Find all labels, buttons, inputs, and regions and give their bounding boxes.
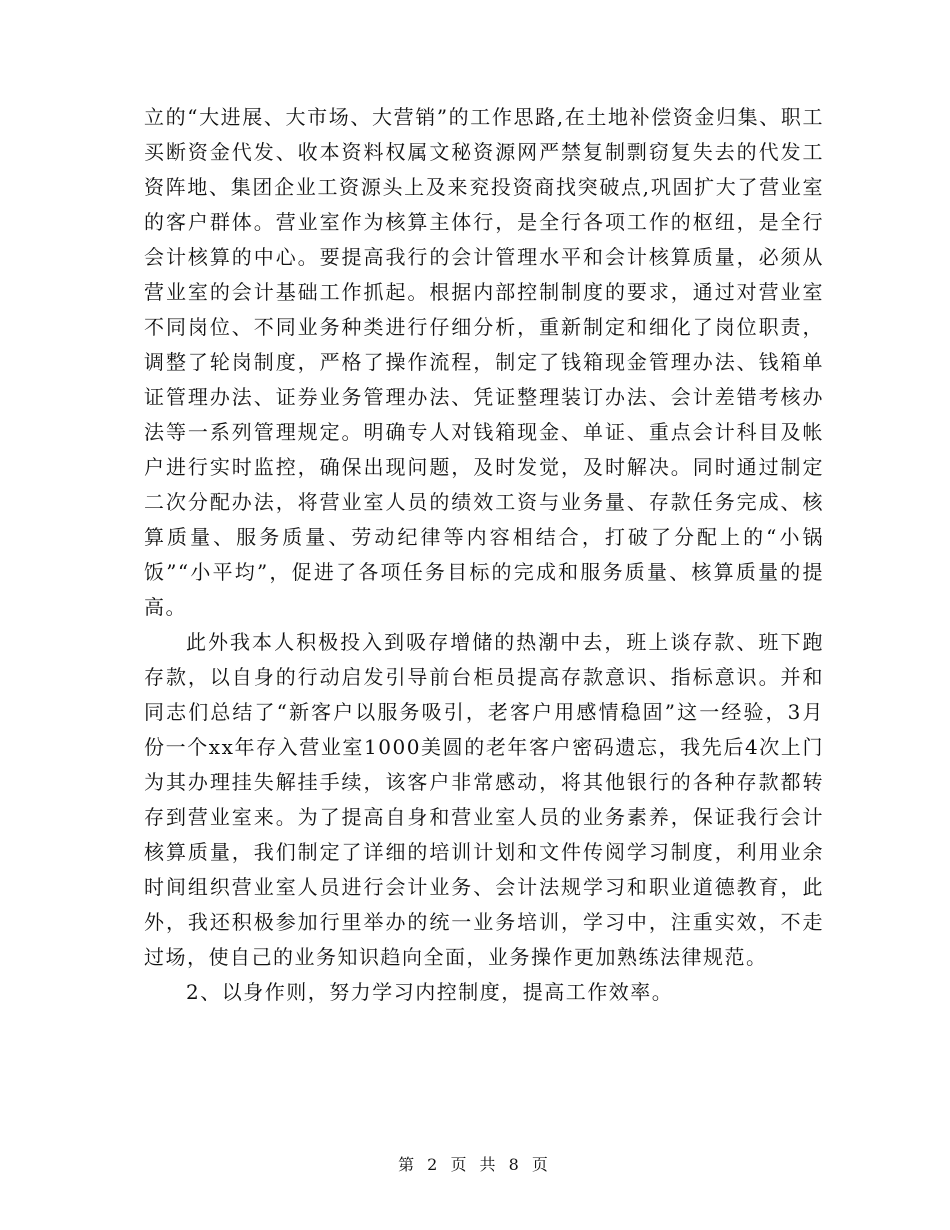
paragraph-2: 此外我本人积极投入到吸存增储的热潮中去，班上谈存款、班下跑存款，以自身的行动启发引导前台柜员提高存款意识、指标意识。并和同志们总结了“新客户以服务吸引，老客户用感情稳固”这一经验，3月份一个xx年存入营业室1000美圆的老年客户密码遗忘，我先后4次上门为其办理挂失解挂手续，该客户非常感动，将其他银行的各种存款都转存到营业室来。为了提高自身和营业室人员的业务素养，保证我行会计核算质量，我们制定了详细的培训计划和文件传阅学习制度，利用业余时间组织营业室人员进行会计业务、会计法规学习和职业道德教育，此外，我还积极参加行里举办的统一业务培训，学习中，注重实效，不走过场，使自己的业务知识趋向全面，业务操作更加熟练法律规范。 <box>144 630 824 969</box>
document-body <box>144 100 824 1010</box>
page-number-footer: 第 2 页 共 8 页 <box>398 1155 552 1174</box>
paragraph-3: 2、以身作则，努力学习内控制度，提高工作效率。 <box>186 980 674 1004</box>
paragraph-1: 立的“大进展、大市场、大营销”的工作思路,在土地补偿资金归集、职工买断资金代发、收本资料权属文秘资源网严禁复制剽窃复失去的代发工资阵地、集团企业工资源头上及来兖投资商找突破点,巩固扩大了营业室的客户群体。营业室作为核算主体行，是全行各项工作的枢纽，是全行会计核算的中心。要提高我行的会计管理水平和会计核算质量，必须从营业室的会计基础工作抓起。根据内部控制制度的要求，通过对营业室不同岗位、不同业务种类进行仔细分析，重新制定和细化了岗位职责，调整了轮岗制度，严格了操作流程，制定了钱箱现金管理办法、钱箱单证管理办法、证券业务管理办法、凭证整理装订办法、会计差错考核办法等一系列管理规定。明确专人对钱箱现金、单证、重点会计科目及帐户进行实时监控，确保出现问题，及时发觉，及时解决。同时通过制定二次分配办法，将营业室人员的绩效工资与业务量、存款任务完成、核算质量、服务质量、劳动纪律等内容相结合，打破了分配上的“小锅饭”“小平均”，促进了各项任务目标的完成和服务质量、核算质量的提高。 <box>144 105 824 619</box>
